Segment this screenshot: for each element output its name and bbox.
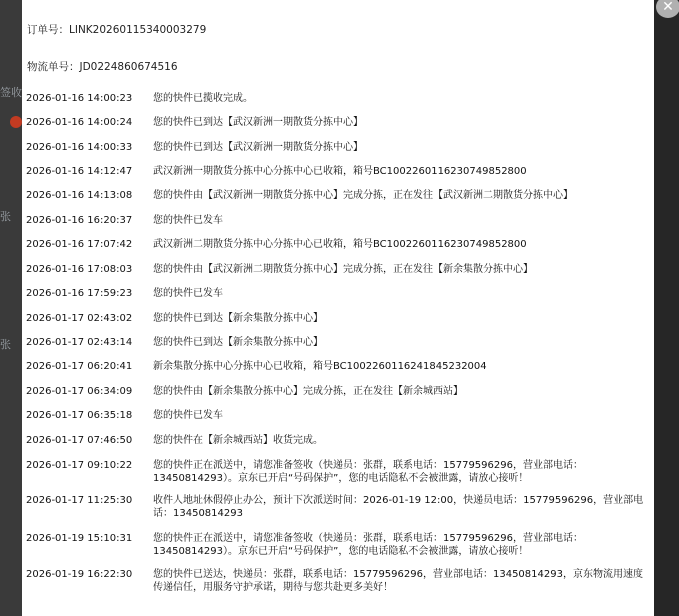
event-time: 2026-01-19 16:22:30 [26, 569, 133, 580]
event-description: 您的快件已到达【新余集散分拣中心】 [153, 313, 323, 324]
event-description: 您的快件已到达【武汉新洲一期散货分拣中心】 [153, 142, 363, 153]
event-description: 收件人地址休假停止办公，预计下次派送时间：2026-01-19 12:00，快递员电话：15779596296，营业部电话：13450814293 [153, 495, 644, 519]
event-time: 2026-01-17 06:34:09 [26, 386, 133, 397]
event-time: 2026-01-16 14:00:23 [26, 93, 133, 104]
event-time: 2026-01-17 06:35:18 [26, 410, 133, 421]
timeline-row [22, 116, 649, 129]
event-description: 您的快件已发车 [153, 288, 223, 299]
timeline-row [22, 287, 649, 300]
timeline-row [22, 494, 649, 520]
event-description: 您的快件由【武汉新洲二期散货分拣中心】完成分拣，正在发往【新余集散分拣中心】 [153, 264, 533, 275]
event-time: 2026-01-16 17:07:42 [26, 239, 133, 250]
event-time: 2026-01-16 17:08:03 [26, 264, 133, 275]
order-number: 订单号：LINK20260115340003279 [27, 24, 207, 36]
timeline-row [22, 409, 649, 422]
timeline-row [22, 238, 649, 251]
background-text: 张 [0, 338, 11, 351]
background-text: 张 [0, 210, 11, 223]
timeline-row [22, 385, 649, 398]
event-description: 武汉新洲二期散货分拣中心分拣中心已收箱，箱号BC1002260116230749852800 [153, 239, 527, 250]
event-time: 2026-01-17 02:43:02 [26, 313, 133, 324]
event-description: 您的快件由【武汉新洲一期散货分拣中心】完成分拣，正在发往【武汉新洲二期散货分拣中心】 [153, 190, 573, 201]
event-description: 您的快件已揽收完成。 [153, 93, 253, 104]
event-time: 2026-01-17 06:20:41 [26, 361, 133, 372]
close-icon[interactable]: ✕ [656, 0, 679, 18]
timeline-row [22, 568, 649, 594]
event-description: 您的快件正在派送中，请您准备签收（快递员：张群，联系电话：15779596296，营业部电话：13450814293）。京东已开启“号码保护”，您的电话隐私不会被泄露，请放心接听！ [153, 533, 583, 557]
timeline-row [22, 214, 649, 227]
timeline-row [22, 336, 649, 349]
timeline-row [22, 141, 649, 154]
timeline-row [22, 459, 649, 485]
event-time: 2026-01-19 15:10:31 [26, 533, 133, 544]
event-description: 武汉新洲一期散货分拣中心分拣中心已收箱，箱号BC1002260116230749852800 [153, 166, 527, 177]
timeline-row [22, 263, 649, 276]
event-description: 您的快件由【新余集散分拣中心】完成分拣，正在发往【新余城西站】 [153, 386, 463, 397]
background-page [0, 0, 22, 616]
event-time: 2026-01-16 16:20:37 [26, 215, 133, 226]
event-time: 2026-01-16 14:12:47 [26, 166, 133, 177]
event-description: 您的快件已发车 [153, 410, 223, 421]
event-time: 2026-01-16 14:00:24 [26, 117, 133, 128]
timeline-row [22, 312, 649, 325]
event-description: 您的快件已送达，快递员：张群，联系电话：15779596296，营业部电话：13450814293，京东物流用速度传递信任，用服务守护承诺，期待与您共赴更多美好！ [153, 569, 643, 593]
event-time: 2026-01-17 02:43:14 [26, 337, 133, 348]
event-description: 您的快件在【新余城西站】收货完成。 [153, 435, 323, 446]
timeline-row [22, 165, 649, 178]
background-badge [10, 116, 22, 128]
event-description: 您的快件已到达【新余集散分拣中心】 [153, 337, 323, 348]
event-time: 2026-01-17 11:25:30 [26, 495, 133, 506]
event-description: 您的快件已到达【武汉新洲一期散货分拣中心】 [153, 117, 363, 128]
timeline-row [22, 189, 649, 202]
event-time: 2026-01-16 17:59:23 [26, 288, 133, 299]
timeline-row [22, 360, 649, 373]
event-time: 2026-01-17 09:10:22 [26, 460, 133, 471]
logistics-detail-modal [22, 0, 654, 616]
timeline-row [22, 92, 649, 105]
event-time: 2026-01-16 14:00:33 [26, 142, 133, 153]
timeline-row [22, 532, 649, 558]
tracking-number: 物流单号：JD0224860674516 [27, 61, 178, 73]
event-description: 您的快件已发车 [153, 215, 223, 226]
event-description: 新余集散分拣中心分拣中心已收箱，箱号BC1002260116241845232004 [153, 361, 487, 372]
background-text: 签收 [0, 86, 22, 99]
event-time: 2026-01-17 07:46:50 [26, 435, 133, 446]
timeline-row [22, 434, 649, 447]
event-description: 您的快件正在派送中，请您准备签收（快递员：张群，联系电话：15779596296，营业部电话：13450814293）。京东已开启“号码保护”，您的电话隐私不会被泄露，请放心接听！ [153, 460, 583, 484]
event-time: 2026-01-16 14:13:08 [26, 190, 133, 201]
